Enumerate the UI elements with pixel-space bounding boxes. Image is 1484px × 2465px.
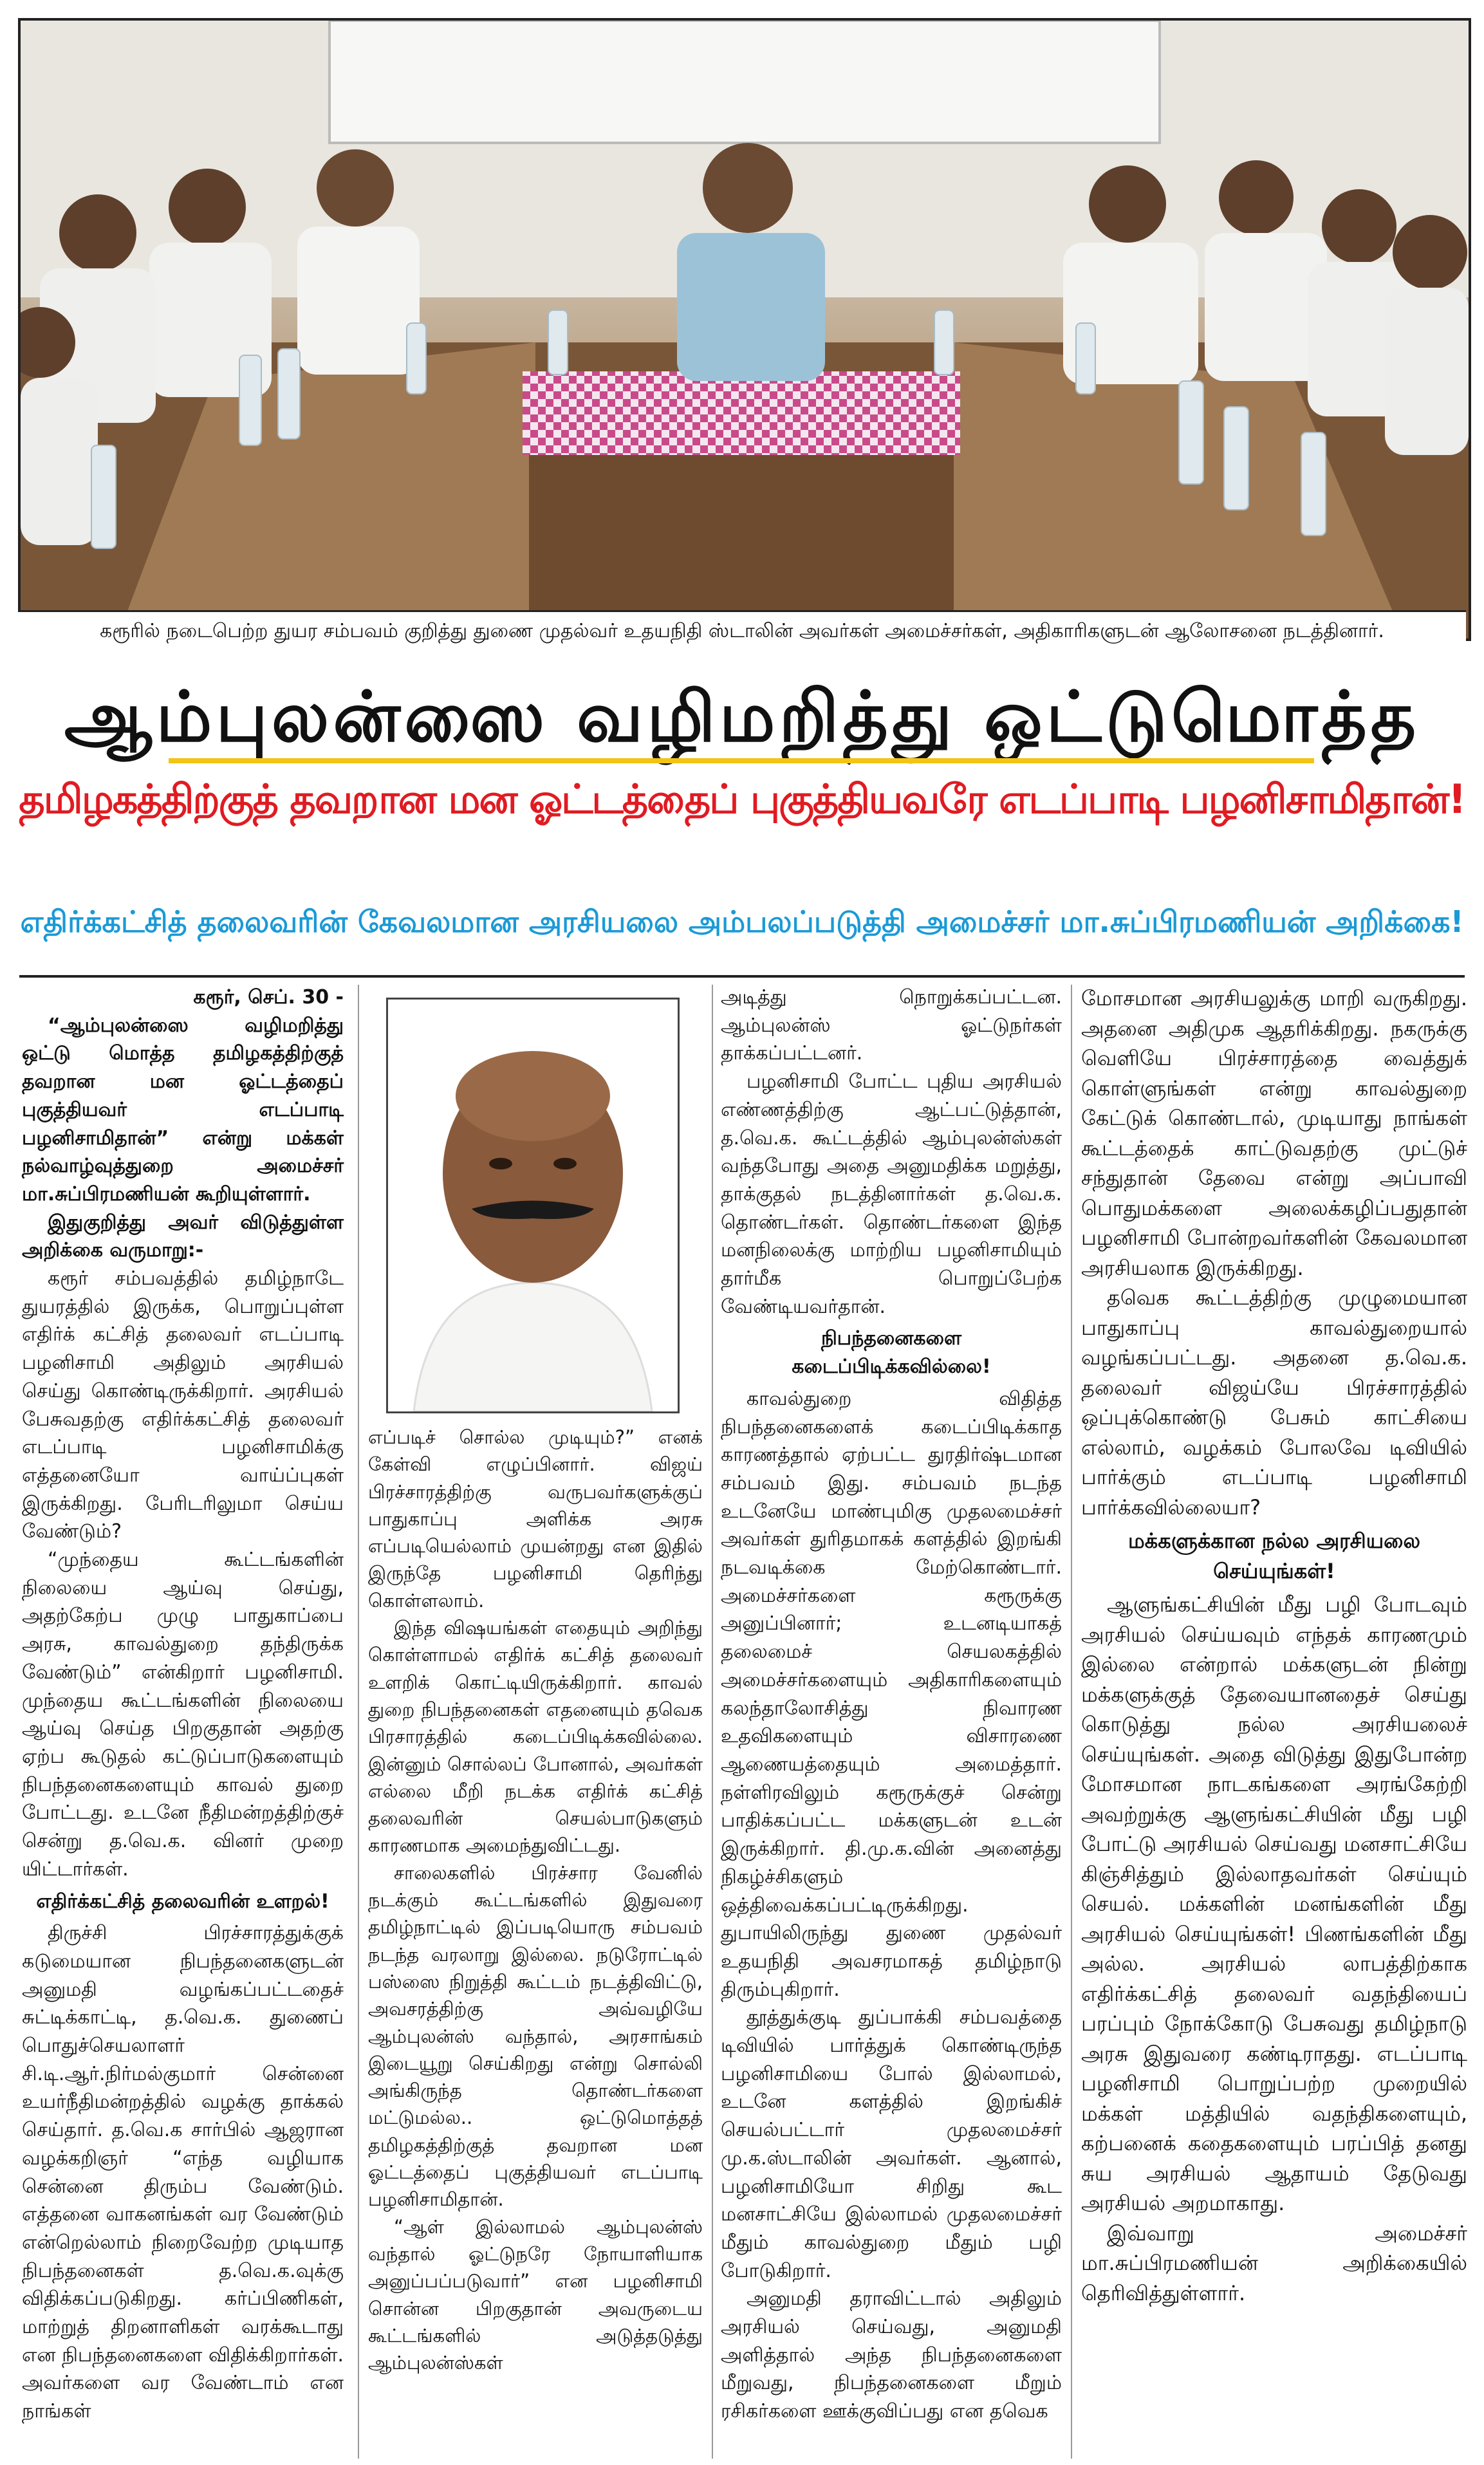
- article-column-4: [1081, 983, 1467, 2308]
- meeting-photo-illustration: [21, 21, 1469, 638]
- article-paragraph: சாலைகளில் பிரச்சார வேனில் நடக்கும் கூட்டங்களில் இதுவரை தமிழ்நாட்டில் இப்படியொரு சம்பவம் நடந்த வரலாறு இல்லை. நடுரோட்டில் பஸ்ஸை நிறுத்தி கூட்டம் நடத்திவிட்டு, அவசரத்திற்கு அவ்வழியே ஆம்புலன்ஸ் வந்தால், அரசாங்கம் இடையூறு செய்கிறது என்று சொல்லி அங்கிருந்த தொண்டர்களை மட்டுமல்ல.. ஒட்டுமொத்தத் தமிழகத்திற்குத் தவறான மன ஓட்டத்தைப் புகுத்தியவர் எடப்பாடி பழனிசாமிதான்.: [368, 1861, 703, 2211]
- article-paragraph: ஆளுங்கட்சியின் மீது பழி போடவும் அரசியல் செய்யவும் எந்தக் காரணமும் இல்லை என்றால் மக்களுடன் நின்று மக்களுக்குத் தேவையானதைச் செய்து கொடுத்து நல்ல அரசியலைச் செய்யுங்கள். அதை விடுத்து இதுபோன்ற மோசமான நாடகங்களை அரங்கேற்றி அவற்றுக்கு ஆளுங்கட்சியின் மீது பழி போட்டு அரசியல் செய்வது மனசாட்சியே கிஞ்சித்தும் இல்லாதவர்கள் செய்யும் செயல். மக்களின் மனங்களின் மீது அரசியல் செய்யுங்கள்! பிணங்களின் மீது அல்ல. அரசியல் லாபத்திற்காக எதிர்க்கட்சித் தலைவர் வதந்தியைப் பரப்பும் நோக்கோடு பேசுவது தமிழ்நாடு அரசு இதுவரை கண்டிராதது. எடப்பாடி பழனிசாமி பொறுப்பற்ற முறையில் மக்கள் மத்தியில் வதந்திகளையும், கற்பனைக் கதைகளையும் பரப்பித் தனது சுய அரசியல் ஆதாயம் தேடுவது அரசியல் அறமாகாது.: [1081, 1592, 1467, 2215]
- subheading: எதிர்க்கட்சித் தலைவரின் உளறல்!: [36, 1890, 329, 1913]
- portrait-illustration: [388, 1000, 678, 1411]
- dateline: கரூர், செப். 30 -: [193, 986, 344, 1009]
- headline-divider: [19, 975, 1465, 978]
- article-paragraph: திருச்சி பிரச்சாரத்துக்குக் கடுமையான நிபந்தனைகளுடன் அனுமதி வழங்கப்பட்டதைச் சுட்டிக்காட்டி, த.வெ.க. துணைப் பொதுச்செயலாளர் சி.டி.ஆர்.நிர்மல்குமார் சென்னை உயர்நீதிமன்றத்தில் வழக்கு தாக்கல் செய்தார். த.வெ.க சார்பில் ஆஜரான வழக்கறிஞர் “எந்த வழியாக சென்னை திரும்ப வேண்டும். எத்தனை வாகனங்கள் வர வேண்டும் என்றெல்லாம் நிறைவேற்ற முடியாத நிபந்தனைகள் த.வெ.க.வுக்கு விதிக்கப்படுகிறது. கர்ப்பிணிகள், மாற்றுத் திறனாளிகள் வரக்கூடாது என நிபந்தனைகளை விதிக்கிறார்கள். அவர்களை வர வேண்டாம் என நாங்கள்: [22, 1922, 344, 2423]
- headline-underline: [169, 758, 1314, 763]
- meeting-photo: [18, 18, 1471, 641]
- article-paragraph: பழனிசாமி போட்ட புதிய அரசியல் எண்ணத்திற்கு ஆட்பட்டுத்தான், த.வெ.க. கூட்டத்தில் ஆம்புலன்ஸ்கள் வந்தபோது அதை அனுமதிக்க மறுத்து, தாக்குதல் நடத்தினார்கள் த.வெ.க. தொண்டர்கள். தொண்டர்களை இந்த மனநிலைக்கு மாற்றிய பழனிசாமியும் தார்மீக பொறுப்பேற்க வேண்டியவர்தான்.: [721, 1070, 1062, 1318]
- article-paragraph: அனுமதி தராவிட்டால் அதிலும் அரசியல் செய்வது, அனுமதி அளித்தால் அந்த நிபந்தனைகளை மீறுவது, நிபந்தனைகளை மீறும் ரசிகர்களை ஊக்குவிப்பது என தவெக: [721, 2287, 1062, 2423]
- photo-caption: கரூரில் நடைபெற்ற துயர சம்பவம் குறித்து துணை முதல்வர் உதயநிதி ஸ்டாலின் அவர்கள் அமைச்சர்கள், அதிகாரிகளுடன் ஆலோசனை நடத்தினார்.: [18, 610, 1466, 651]
- article-paragraph: தவெக கூட்டத்திற்கு முழுமையான பாதுகாப்பு காவல்துறையால் வழங்கப்பட்டது. அதனை த.வெ.க. தலைவர் விஜய்யே பிரச்சாரத்தில் ஒப்புக்கொண்டு பேசும் காட்சியை எல்லாம், வழக்கம் போலவே டிவியில் பார்க்கும் எடப்பாடி பழனிசாமி பார்க்கவில்லையா?: [1081, 1285, 1467, 1520]
- article-paragraph: “ஆள் இல்லாமல் ஆம்புலன்ஸ் வந்தால் ஓட்டுநரே நோயாளியாக அனுப்பப்படுவார்” என பழனிசாமி சொன்ன பிறகுதான் அவருடைய கூட்டங்களில் அடுத்தடுத்து ஆம்புலன்ஸ்கள்: [368, 2215, 703, 2374]
- article-lead: “ஆம்புலன்ஸை வழிமறித்து ஒட்டு மொத்த தமிழகத்திற்குத் தவறான மன ஓட்டத்தைப் புகுத்தியவர் எடப்பாடி பழனிசாமிதான்” என்று மக்கள் நல்வாழ்வுத்துறை அமைச்சர் மா.சுப்பிரமணியன் கூறியுள்ளார்.: [22, 1014, 344, 1205]
- subheading: மக்களுக்கான நல்ல அரசியலை செய்யுங்கள்!: [1127, 1529, 1421, 1583]
- minister-portrait: [386, 998, 680, 1413]
- article-paragraph: “முந்தைய கூட்டங்களின் நிலையை ஆய்வு செய்து, அதற்கேற்ப முழு பாதுகாப்பை அரசு, காவல்துறை தந்திருக்க வேண்டும்” என்கிறார் பழனிசாமி. முந்தைய கூட்டங்களின் நிலையை ஆய்வு செய்த பிறகுதான் அதற்கு ஏற்ப கூடுதல் கட்டுப்பாடுகளையும் நிபந்தனைகளையும் காவல் துறை போட்டது. உடனே நீதிமன்றத்திற்குச் சென்று த.வெ.க. வினர் முறை யிட்டார்கள்.: [22, 1549, 344, 1881]
- article-paragraph: காவல்துறை விதித்த நிபந்தனைகளைக் கடைப்பிடிக்காத காரணத்தால் ஏற்பட்ட துரதிர்ஷ்டமான சம்பவம் இது. சம்பவம் நடந்த உடனேயே மாண்புமிகு முதலமைச்சர் அவர்கள் துரிதமாகக் களத்தில் இறங்கி நடவடிக்கை மேற்கொண்டார். அமைச்சர்களை கரூருக்கு அனுப்பினார்; உடனடியாகத் தலைமைச் செயலகத்தில் அமைச்சர்களையும் அதிகாரிகளையும் கலந்தாலோசித்து நிவாரண உதவிகளையும் விசாரணை ஆணையத்தையும் அமைத்தார். நள்ளிரவிலும் கரூருக்குச் சென்று பாதிக்கப்பட்ட மக்களுடன் உடன் இருக்கிறார். தி.மு.க.வின் அனைத்து நிகழ்ச்சிகளும் ஒத்திவைக்கப்பட்டிருக்கிறது. துபாயிலிருந்து துணை முதல்வர் உதயநிதி அவசரமாகத் தமிழ்நாடு திரும்புகிறார்.: [721, 1387, 1062, 2001]
- article-paragraph: அடித்து நொறுக்கப்பட்டன. ஆம்புலன்ஸ் ஓட்டுநர்கள் தாக்கப்பட்டனர்.: [721, 986, 1062, 1065]
- article-column-2: [368, 1424, 703, 2376]
- article-signoff: இவ்வாறு அமைச்சர் மா.சுப்பிரமணியன் அறிக்கையில் தெரிவித்துள்ளார்.: [1081, 2220, 1467, 2305]
- column-rule: [712, 985, 713, 2459]
- article-paragraph: இந்த விஷயங்கள் எதையும் அறிந்து கொள்ளாமல் எதிர்க் கட்சித் தலைவர் உளறிக் கொட்டியிருக்கிறார். காவல் துறை நிபந்தனைகள் எதனையும் தவெக பிரசாரத்தில் கடைப்பிடிக்கவில்லை. இன்னும் சொல்லப் போனால், அவர்கள் எல்லை மீறி நடக்க எதிர்க் கட்சித் தலைவரின் செயல்பாடுகளும் காரணமாக அமைந்துவிட்டது.: [368, 1617, 703, 1857]
- article-paragraph: இதுகுறித்து அவர் விடுத்துள்ள அறிக்கை வருமாறு:-: [22, 1211, 344, 1262]
- article-paragraph: எப்படிச் சொல்ல முடியும்?” எனக் கேள்வி எழுப்பினார். விஜய் பிரச்சாரத்திற்கு வருபவர்களுக்குப் பாதுகாப்பு அளிக்க அரசு எப்படியெல்லாம் முயன்றது என இதில் இருந்தே பழனிசாமி தெரிந்து கொள்ளலாம்.: [368, 1426, 703, 1612]
- headline-line-1: ஆம்புலன்ஸை வழிமறித்து ஒட்டுமொத்த: [64, 677, 1420, 758]
- article-paragraph: தூத்துக்குடி துப்பாக்கி சம்பவத்தை டிவியில் பார்த்துக் கொண்டிருந்த பழனிசாமியை போல் இல்லாமல், உடனே களத்தில் இறங்கிச் செயல்பட்டார் முதலமைச்சர் மு.க.ஸ்டாலின் அவர்கள். ஆனால், பழனிசாமியோ சிறிது கூட மனசாட்சியே இல்லாமல் முதலமைச்சர் மீதும் காவல்துறை மீதும் பழி போடுகிறார்.: [721, 2006, 1062, 2282]
- article-paragraph: கரூர் சம்பவத்தில் தமிழ்நாடே துயரத்தில் இருக்க, பொறுப்புள்ள எதிர்க் கட்சித் தலைவர் எடப்பாடி பழனிசாமி அதிலும் அரசியல் செய்து கொண்டிருக்கிறார். அரசியல் பேசுவதற்கு எதிர்க்கட்சித் தலைவர் எடப்பாடி பழனிசாமிக்கு எத்தனையோ வாய்ப்புகள் இருக்கிறது. பேரிடரிலுமா செய்ய வேண்டும்?: [22, 1267, 344, 1543]
- headline-line-2: தமிழகத்திற்குத் தவறான மன ஓட்டத்தைப் புகுத்தியவரே எடப்பாடி பழனிசாமிதான்!: [19, 776, 1465, 823]
- article-paragraph: மோசமான அரசியலுக்கு மாறி வருகிறது. அதனை அதிமுக ஆதரிக்கிறது. நகருக்கு வெளியே பிரச்சாரத்தை வைத்துக் கொள்ளுங்கள் என்று காவல்துறை கேட்டுக் கொண்டால், முடியாது நாங்கள் கூட்டத்தைக் காட்டுவதற்கு முட்டுச் சந்துதான் தேவை என்று அப்பாவி பொதுமக்களை அலைக்கழிப்பதுதான் பழனிசாமி போன்றவர்களின் கேவலமான அரசியலாக இருக்கிறது.: [1081, 986, 1467, 1280]
- column-rule: [358, 985, 359, 2459]
- headline-subtitle: எதிர்க்கட்சித் தலைவரின் கேவலமான அரசியலை அம்பலப்படுத்தி அமைச்சர் மா.சுப்பிரமணியன் அறிக்கை!: [20, 904, 1464, 939]
- column-rule: [1071, 985, 1072, 2459]
- article-column-3: [721, 983, 1062, 2426]
- article-column-1: [22, 983, 344, 2426]
- subheading: நிபந்தனைகளை கடைப்பிடிக்கவில்லை!: [792, 1327, 991, 1379]
